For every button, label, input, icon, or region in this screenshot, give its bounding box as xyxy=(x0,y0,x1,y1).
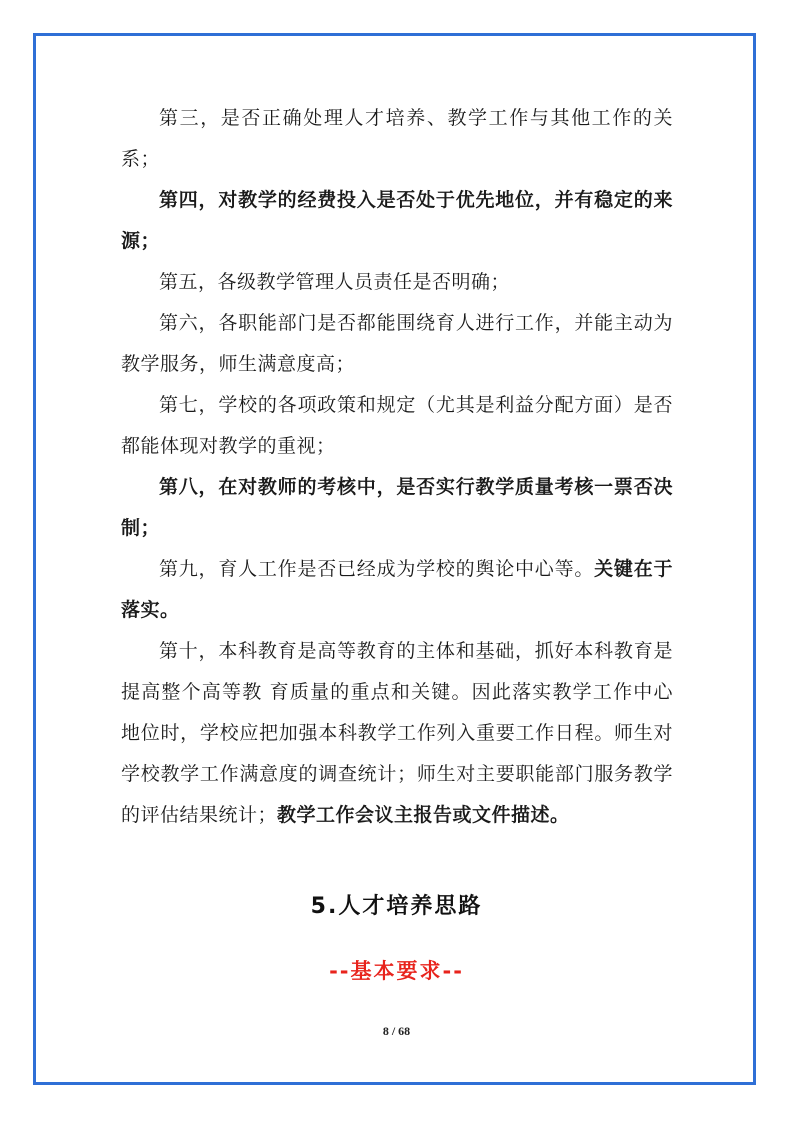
section-heading: 5.人才培养思路 xyxy=(310,894,483,919)
paragraph-emphasis: 教学工作会议主报告或文件描述。 xyxy=(277,804,570,826)
paragraph-text: 第七，学校的各项政策和规定（尤其是利益分配方面）是否都能体现对教学的重视； xyxy=(121,394,673,457)
paragraph-text: 第九，育人工作是否已经成为学校的舆论中心等。 xyxy=(159,558,595,580)
paragraph-4 xyxy=(121,180,673,262)
section-subheading: --基本要求-- xyxy=(329,959,464,983)
paragraph-6 xyxy=(121,303,673,385)
document-body xyxy=(121,98,673,836)
paragraph-text: 第三，是否正确处理人才培养、教学工作与其他工作的关系； xyxy=(121,107,673,170)
paragraph-emphasis: 关键在于落实。 xyxy=(121,558,673,621)
paragraph-8 xyxy=(121,467,673,549)
paragraph-9 xyxy=(121,549,673,631)
paragraph-text: 第五，各级教学管理人员责任是否明确； xyxy=(159,271,511,293)
paragraph-3 xyxy=(121,98,673,180)
paragraph-10 xyxy=(121,631,673,836)
paragraph-5 xyxy=(121,262,673,303)
paragraph-text: 第十，本科教育是高等教育的主体和基础，抓好本科教育是提高整个高等教 育质量的重点和关键。因此落实教学工作中心地位时，学校应把加强本科教学工作列入重要工作日程。师生对学校教学工作满意度的调查统计；师生对主要职能部门服务教学的评估结果统计； xyxy=(121,640,673,826)
paragraph-text: 第八，在对教师的考核中，是否实行教学质量考核一票否决制； xyxy=(121,476,673,539)
page-number: 8 / 68 xyxy=(382,1024,411,1038)
paragraph-7 xyxy=(121,385,673,467)
paragraph-text: 第六，各职能部门是否都能围绕育人进行工作，并能主动为教学服务，师生满意度高； xyxy=(121,312,673,375)
paragraph-text: 第四，对教学的经费投入是否处于优先地位，并有稳定的来源； xyxy=(121,189,673,252)
